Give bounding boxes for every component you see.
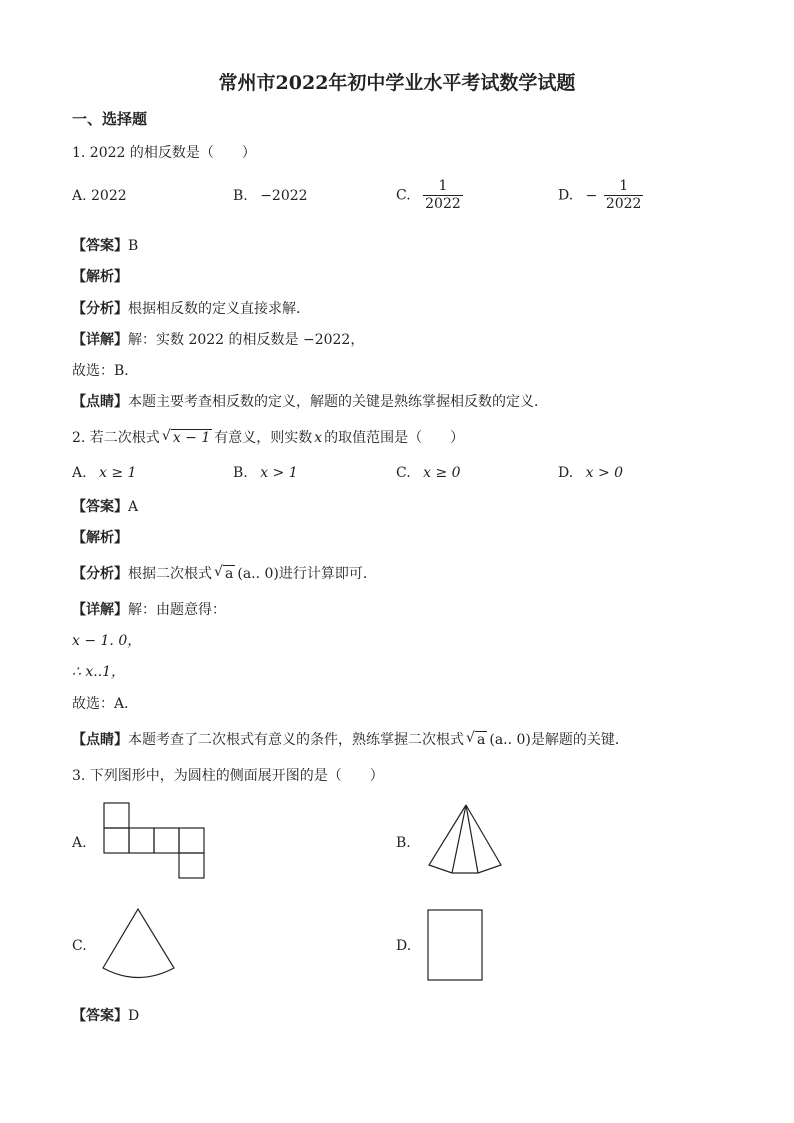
analysis-tag: 【解析】 [72,530,128,546]
q1-detail-text: 解：实数 2022 的相反数是 −2022， [128,332,365,348]
q2-stem-radicand: x − 1 [172,430,211,446]
q1-detail [72,329,364,349]
q2-analysis [72,527,128,547]
q1-fenxi [72,298,310,318]
q2-answer [72,496,138,516]
q2-option-a-value: x ≥ 1 [99,465,137,481]
q1-analysis [72,266,128,286]
net-square [104,828,129,853]
q1-option-a-label: A. [72,188,87,204]
answer-tag: 【答案】 [72,499,128,515]
sqrt-icon: √ [214,564,223,580]
detail-tag: 【详解】 [72,602,128,618]
q1-answer-value: B [128,238,139,254]
answer-tag: 【答案】 [72,238,128,254]
q3-label-b: B. [396,835,411,851]
q3-label-a: A. [72,835,87,851]
q2-fenxi-radicand: a [225,566,234,582]
q2-fenxi-radical [214,566,235,582]
page-title: 常州市2022年初中学业水平考试数学试题 [218,72,576,94]
q1-choose: 故选：B． [72,363,139,379]
q1-option-c-numerator: 1 [423,178,463,196]
net-square [104,803,129,828]
q3-figure-a-cube-net [100,800,210,882]
q1-option-a [72,188,127,204]
q3-stem: 3. 下列图形中，为圆柱的侧面展开图的是（ ） [72,768,384,784]
sqrt-icon: √ [161,428,171,444]
q2-comment-pre: 本题考查了二次根式有意义的条件，熟练掌握二次根式 [128,732,464,748]
q2-option-d-value: x > 0 [585,465,624,481]
q2-stem-radical [162,430,212,446]
q2-fenxi [72,563,377,583]
q1-option-d-numerator: 1 [604,178,644,196]
q1-option-d-fraction [604,178,644,213]
q1-comment-text: 本题主要考查相反数的定义，解题的关键是熟练掌握相反数的定义． [128,394,548,410]
q2-step-2: ∴ x..1， [72,664,126,680]
q1-option-d-label: D. [558,187,574,204]
rectangle-shape [428,910,482,980]
comment-tag: 【点睛】 [72,394,128,410]
q1-option-c-label: C. [396,187,411,204]
q3-answer [72,1005,139,1025]
q2-stem-post: 有意义，则实数 [214,430,313,446]
q2-option-a-label: A. [72,465,87,481]
net-square [179,853,204,878]
answer-tag: 【答案】 [72,1008,128,1024]
q2-option-c-value: x ≥ 0 [423,465,461,481]
q3-label-c: C. [72,938,87,954]
q2-option-b-value: x > 1 [260,465,298,481]
q1-comment [72,391,548,411]
sqrt-icon: √ [466,730,475,746]
q2-comment [72,729,629,749]
q2-fenxi-pre: 根据二次根式 [128,566,212,582]
q1-option-c [396,178,463,213]
net-square [154,828,179,853]
q2-stem-pre: 2. 若二次根式 [72,430,160,446]
q2-comment-condition: (a.. 0) [489,732,531,748]
q1-option-d-denominator: 2022 [605,196,642,212]
q2-stem-end: 的取值范围是（ ） [324,430,465,446]
q2-option-a [72,465,136,481]
q1-option-b-value: −2022 [260,188,308,204]
q2-detail-text: 解：由题意得： [128,602,226,618]
analysis-tag: 【解析】 [72,269,128,285]
q2-stem-variable: x [314,430,323,446]
q2-answer-value: A [128,499,139,515]
q1-option-a-value: 2022 [91,188,127,204]
q2-fenxi-condition: (a.. 0) [237,566,279,582]
q3-figure-b-pyramid-net [425,803,505,875]
detail-tag: 【详解】 [72,332,128,348]
sector-shape [103,909,174,978]
q3-answer-value: D [128,1008,140,1024]
q1-answer [72,235,138,255]
q1-option-c-fraction [423,178,463,213]
q1-stem: 1. 2022 的相反数是（ ） [72,145,256,161]
q1-option-c-denominator: 2022 [425,196,461,212]
q2-option-b [233,465,298,481]
q2-comment-radicand: a [477,732,486,748]
q2-option-c [396,465,461,481]
pyramid-edge [452,805,466,873]
q1-option-d [558,178,643,213]
fenxi-tag: 【分析】 [72,566,128,582]
q2-option-b-label: B. [233,465,248,481]
comment-tag: 【点睛】 [72,732,128,748]
q2-fenxi-post: 进行计算即可． [278,566,377,582]
pyramid-outline [429,805,501,873]
q1-fenxi-text: 根据相反数的定义直接求解． [128,301,310,317]
q1-option-b-label: B. [233,188,248,204]
q3-label-d: D. [396,938,412,954]
net-square [129,828,154,853]
q2-comment-post: 是解题的关键． [530,732,629,748]
q2-choose: 故选：A． [72,696,139,712]
q2-option-c-label: C. [396,465,411,481]
q3-figure-c-sector [100,905,180,981]
q2-stem [72,427,464,447]
q2-detail [72,599,226,619]
fenxi-tag: 【分析】 [72,301,128,317]
q2-step-1: x − 1. 0， [72,633,142,649]
q2-comment-radical [466,732,487,748]
q1-option-d-sign: − [585,187,598,204]
q2-option-d [558,465,623,481]
q3-figure-d-rectangle [426,908,488,984]
q2-option-d-label: D. [558,465,574,481]
q1-option-b [233,188,308,204]
section-heading: 一、选择题 [72,110,148,128]
net-square [179,828,204,853]
